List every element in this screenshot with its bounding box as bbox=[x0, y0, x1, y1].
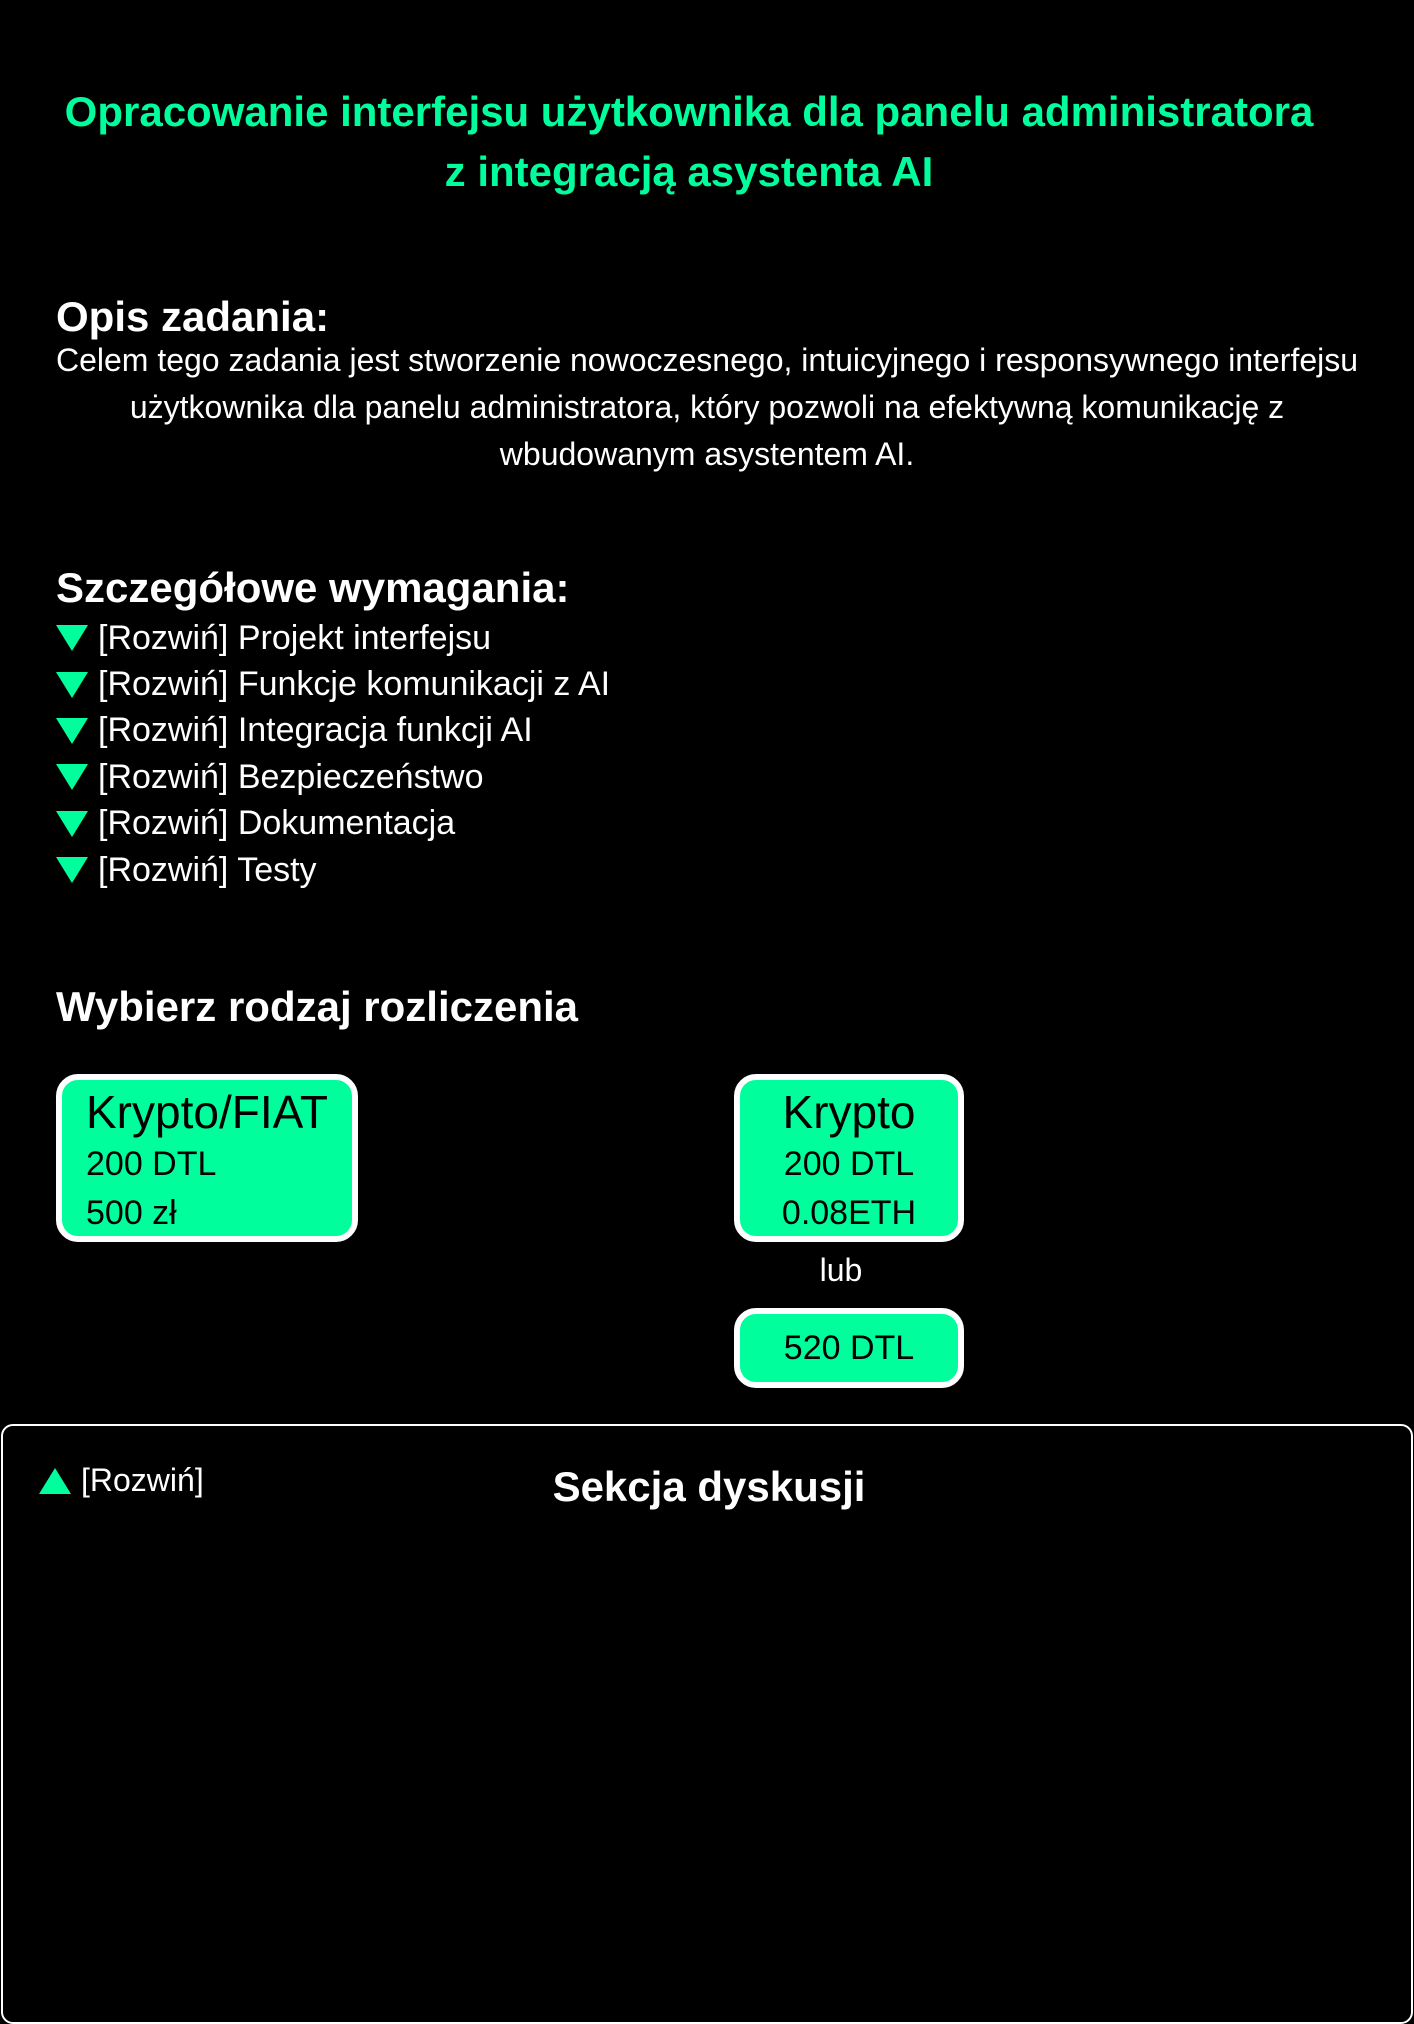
requirement-label: [Rozwiń] Bezpieczeństwo bbox=[98, 757, 484, 796]
description-text: Celem tego zadania jest stworzenie nowoczesnego, intuicyjnego i responsywnego interfejsu użytkownika dla panelu administratora, który pozwoli na efektywną komunikację z wbudowanym asystentem AI. bbox=[55, 342, 1359, 472]
description-heading: Opis zadania: bbox=[56, 293, 330, 340]
billing-option-krypto-fiat[interactable] bbox=[56, 1074, 358, 1242]
requirement-label: [Rozwiń] Dokumentacja bbox=[98, 804, 456, 843]
triangle-down-icon bbox=[56, 625, 88, 651]
requirement-label: [Rozwiń] Funkcje komunikacji z AI bbox=[98, 665, 611, 704]
discussion-title: Sekcja dyskusji bbox=[552, 1463, 866, 1510]
billing-heading: Wybierz rodzaj rozliczenia bbox=[56, 983, 579, 1030]
billing-option-price-eth: 0.08ETH bbox=[781, 1194, 917, 1232]
billing-option-krypto[interactable] bbox=[734, 1074, 964, 1242]
requirement-label: [Rozwiń] Projekt interfejsu bbox=[98, 618, 492, 657]
billing-option-price-dtl: 200 DTL bbox=[783, 1145, 915, 1183]
requirements-list bbox=[56, 615, 610, 893]
billing-option-dtl-only[interactable]: 520 DTL bbox=[734, 1308, 964, 1388]
billing-option-price-pln: 500 zł bbox=[86, 1194, 177, 1232]
billing-option-title: Krypto/FIAT bbox=[86, 1086, 328, 1138]
billing-option-price-dtl: 200 DTL bbox=[86, 1145, 217, 1183]
page-title-line2: z integracją asystenta AI bbox=[444, 148, 934, 195]
requirement-item-dokumentacja[interactable] bbox=[56, 801, 610, 847]
page-title bbox=[0, 82, 1378, 202]
requirement-item-testy[interactable] bbox=[56, 847, 610, 893]
triangle-down-icon bbox=[56, 718, 88, 744]
triangle-down-icon bbox=[56, 672, 88, 698]
or-label: lub bbox=[819, 1252, 863, 1288]
discussion-toggle-label: [Rozwiń] bbox=[81, 1462, 204, 1498]
page-title-line1: Opracowanie interfejsu użytkownika dla panelu administratora bbox=[64, 88, 1314, 135]
requirement-item-projekt-interfejsu[interactable] bbox=[56, 615, 610, 661]
requirements-heading: Szczegółowe wymagania: bbox=[56, 564, 570, 611]
triangle-down-icon bbox=[56, 811, 88, 837]
requirement-item-integracja-funkcji[interactable] bbox=[56, 708, 610, 754]
requirement-label: [Rozwiń] Integracja funkcji AI bbox=[98, 711, 533, 750]
billing-option-title: Krypto bbox=[782, 1086, 916, 1138]
requirement-item-bezpieczenstwo[interactable] bbox=[56, 754, 610, 800]
requirement-item-funkcje-komunikacji[interactable] bbox=[56, 661, 610, 707]
discussion-section bbox=[1, 1424, 1413, 2024]
triangle-down-icon bbox=[56, 764, 88, 790]
requirement-label: [Rozwiń] Testy bbox=[98, 850, 317, 889]
triangle-down-icon bbox=[56, 857, 88, 883]
